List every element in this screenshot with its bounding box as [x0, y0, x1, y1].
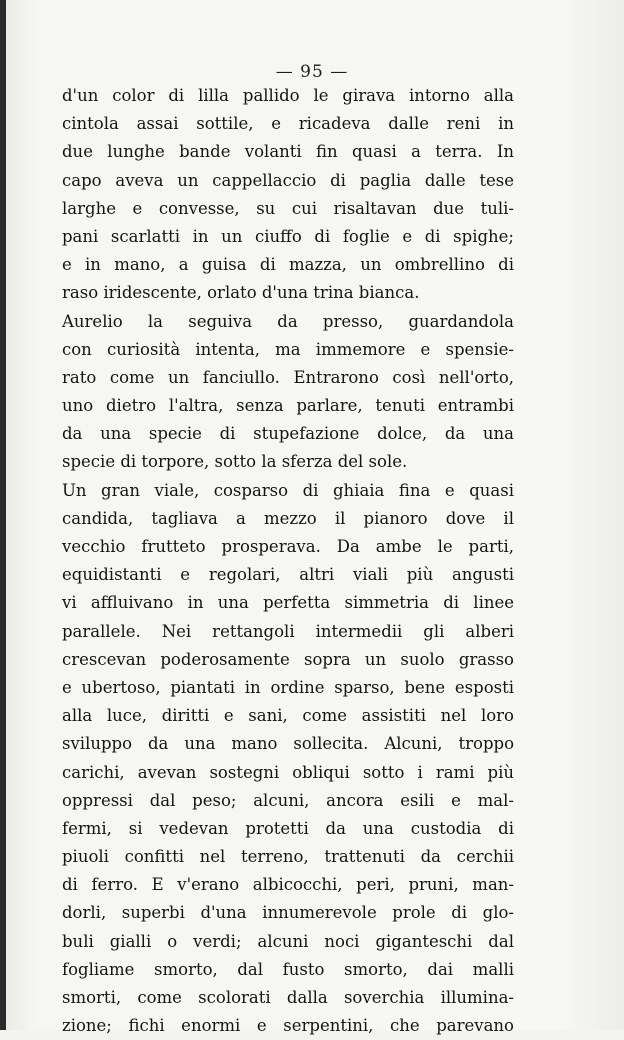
text-line: capo aveva un cappellaccio di paglia dalle tese [62, 170, 514, 190]
text-line: due lunghe bande volanti fin quasi a terra. In [62, 142, 514, 162]
text-line: zione; fichi enormi e serpentini, che parevano [62, 1016, 514, 1036]
text-line: da una specie di stupefazione dolce, da una [62, 424, 514, 444]
text-line: fermi, si vedevan protetti da una custodia di [62, 818, 514, 838]
text-line: rato come un fanciullo. Entrarono così nell'orto, [62, 367, 514, 387]
text-line: fogliame smorto, dal fusto smorto, dai malli [62, 959, 514, 979]
page-number: — 95 — [275, 62, 349, 82]
text-line: Un gran viale, cosparso di ghiaia fina e quasi [62, 480, 514, 500]
text-line: pani scarlatti in un ciuffo di foglie e di spighe; [62, 226, 514, 246]
text-line: piuoli confitti nel terreno, trattenuti da cerchii [62, 847, 514, 867]
text-line: candida, tagliava a mezzo il pianoro dove il [62, 508, 514, 528]
text-line: equidistanti e regolari, altri viali più angusti [62, 565, 514, 585]
text-line: di ferro. E v'erano albicocchi, peri, pruni, man- [62, 875, 514, 895]
text-line: oppressi dal peso; alcuni, ancora esili e mal- [62, 790, 514, 810]
text-line: e in mano, a guisa di mazza, un ombrellino di [62, 255, 514, 275]
text-line: specie di torpore, sotto la sferza del sole. [62, 452, 408, 472]
text-line: vi affluivano in una perfetta simmetria di linee [62, 593, 514, 613]
text-line: carichi, avevan sostegni obliqui sotto i rami più [62, 762, 514, 782]
text-line: uno dietro l'altra, senza parlare, tenuti entrambi [62, 396, 514, 416]
text-line: vecchio frutteto prosperava. Da ambe le parti, [62, 537, 514, 556]
text-line: larghe e convesse, su cui risaltavan due tuli- [62, 198, 514, 218]
text-line: alla luce, diritti e sani, come assistiti nel loro [62, 706, 514, 726]
body-text [62, 82, 514, 1040]
text-line: Aurelio la seguiva da presso, guardandola [62, 311, 514, 331]
text-line: sviluppo da una mano sollecita. Alcuni, troppo [62, 734, 514, 754]
text-line: d'un color di lilla pallido le girava intorno alla [62, 86, 514, 105]
text-line: smorti, come scolorati dalla soverchia illumina- [62, 988, 514, 1007]
text-line: e ubertoso, piantati in ordine sparso, bene esposti [62, 677, 514, 697]
text-line: con curiosità intenta, ma immemore e spensie- [62, 339, 514, 359]
text-line: parallele. Nei rettangoli intermedii gli alberi [62, 621, 514, 641]
text-line: crescevan poderosamente sopra un suolo grasso [62, 649, 514, 669]
page-spine-edge [0, 0, 6, 1030]
text-line: buli gialli o verdi; alcuni noci giganteschi dal [62, 931, 514, 951]
text-line: cintola assai sottile, e ricadeva dalle reni in [62, 114, 514, 134]
text-line: dorli, superbi d'una innumerevole prole di glo- [62, 903, 514, 923]
text-line: raso iridescente, orlato d'una trina bianca. [62, 283, 420, 303]
